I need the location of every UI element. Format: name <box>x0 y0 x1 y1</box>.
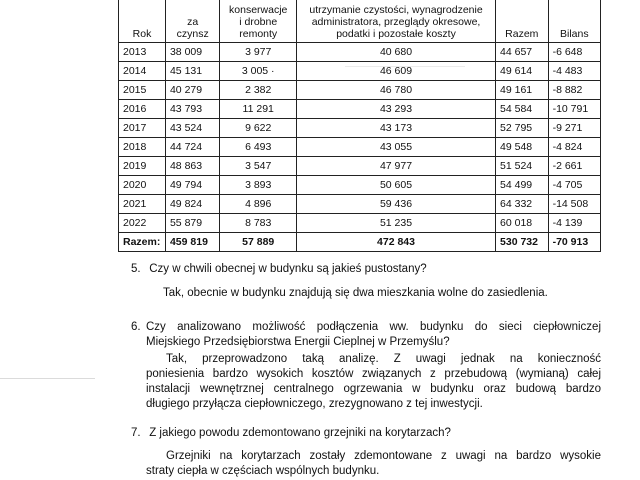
answer-line-1: Grzejniki na korytarzach zostały zdemontowane z uwagi na bardzo wysokie <box>166 450 601 462</box>
cell-admin: 46 780 <box>297 81 496 100</box>
cell-balance: -2 661 <box>548 157 600 176</box>
cell-rent: 38 009 <box>165 43 219 62</box>
cell-admin: 43 173 <box>297 119 496 138</box>
cell-maintenance: 3 547 <box>220 157 297 176</box>
cell-balance: -4 824 <box>548 138 600 157</box>
cell-year: 2014 <box>119 62 166 81</box>
table-row <box>119 119 601 138</box>
cell-rent: 49 794 <box>165 176 219 195</box>
cell-maintenance: 2 382 <box>220 81 297 100</box>
cell-maintenance: 4 896 <box>220 195 297 214</box>
header-total: Razem <box>496 0 549 43</box>
cell-total: 49 548 <box>496 138 549 157</box>
cell-balance: -6 648 <box>548 43 600 62</box>
cell-year: 2019 <box>119 157 166 176</box>
cell-year: 2016 <box>119 100 166 119</box>
cell-admin: 50 605 <box>297 176 496 195</box>
cell-maintenance: 9 622 <box>220 119 297 138</box>
cell-maintenance: 8 783 <box>220 214 297 233</box>
cell-rent: 43 793 <box>165 100 219 119</box>
cell-total: 54 499 <box>496 176 549 195</box>
header-admin-costs: utrzymanie czystości, wynagrodzenie administratora, przeglądy okresowe, podatki i pozostałe koszty <box>297 0 496 43</box>
question-6 <box>131 320 601 350</box>
cell-admin: 40 680 <box>297 43 496 62</box>
answer-line-4: długiego przyłącza ciepłowniczego, zrezygnowano z tej inwestycji. <box>146 398 483 410</box>
cell-maintenance: 3 893 <box>220 176 297 195</box>
answer-line-2: straty ciepła w częściach wspólnych budynku. <box>146 465 380 477</box>
header-maintenance: konserwacje i drobne remonty <box>220 0 297 43</box>
total-total: 530 732 <box>496 233 549 252</box>
answer-line-3: instalacji wewnętrznej centralnego ogrzewania w budynku oraz budową bardzo <box>146 383 601 395</box>
cell-year: 2015 <box>119 81 166 100</box>
question-5 <box>131 262 427 277</box>
cell-maintenance: 3 005 · <box>220 62 297 81</box>
cell-balance: -4 483 <box>548 62 600 81</box>
cell-rent: 40 279 <box>165 81 219 100</box>
cell-total: 44 657 <box>496 43 549 62</box>
cell-maintenance: 6 493 <box>220 138 297 157</box>
cell-balance: -4 705 <box>548 176 600 195</box>
scan-artifact <box>0 378 95 379</box>
header-balance: Bilans <box>548 0 600 43</box>
cell-year: 2022 <box>119 214 166 233</box>
cell-rent: 55 879 <box>165 214 219 233</box>
table-header-row <box>119 0 601 43</box>
cell-total: 60 018 <box>496 214 549 233</box>
answer-5: Tak, obecnie w budynku znajdują się dwa mieszkania wolne do zasiedlenia. <box>163 287 548 299</box>
total-admin: 472 843 <box>297 233 496 252</box>
cell-admin: 47 977 <box>297 157 496 176</box>
cell-total: 52 795 <box>496 119 549 138</box>
table-row <box>119 81 601 100</box>
header-year: Rok <box>119 0 166 43</box>
table-row <box>119 138 601 157</box>
cell-rent: 43 524 <box>165 119 219 138</box>
question-number: 5. <box>131 263 141 275</box>
table-row <box>119 100 601 119</box>
question-text-line-2: Miejskiego Przedsiębiorstwa Energii Cieplnej w Przemyślu? <box>146 336 450 348</box>
question-number: 6. <box>131 321 141 333</box>
total-year: Razem: <box>119 233 166 252</box>
cell-year: 2020 <box>119 176 166 195</box>
cell-rent: 44 724 <box>165 138 219 157</box>
cell-maintenance: 3 977 <box>220 43 297 62</box>
question-text: Czy w chwili obecnej w budynku są jakieś pustostany? <box>149 263 427 275</box>
header-rent: za czynsz <box>165 0 219 43</box>
cell-admin: 59 436 <box>297 195 496 214</box>
cell-total: 49 614 <box>496 62 549 81</box>
question-text-line-1: Czy analizowano możliwość podłączenia ww. budynku do sieci ciepłowniczej <box>146 321 601 333</box>
cell-admin: 43 293 <box>297 100 496 119</box>
answer-6 <box>146 352 601 412</box>
answer-line-1: Tak, przeprowadzono taką analizę. Z uwagi jednak na konieczność <box>166 353 601 365</box>
cell-rent: 49 824 <box>165 195 219 214</box>
table-row <box>119 157 601 176</box>
total-rent: 459 819 <box>165 233 219 252</box>
table-row <box>119 176 601 195</box>
finance-table <box>118 0 601 252</box>
cell-admin: 46 609 <box>297 62 496 81</box>
cell-balance: -9 271 <box>548 119 600 138</box>
cell-year: 2021 <box>119 195 166 214</box>
cell-year: 2018 <box>119 138 166 157</box>
scan-artifact <box>345 66 465 67</box>
cell-year: 2017 <box>119 119 166 138</box>
cell-admin: 51 235 <box>297 214 496 233</box>
answer-7 <box>146 449 601 479</box>
question-text: Z jakiego powodu zdemontowano grzejniki na korytarzach? <box>149 427 451 439</box>
table-row <box>119 214 601 233</box>
question-number: 7. <box>131 427 141 439</box>
cell-total: 64 332 <box>496 195 549 214</box>
question-7 <box>131 426 451 441</box>
cell-balance: -4 139 <box>548 214 600 233</box>
cell-maintenance: 11 291 <box>220 100 297 119</box>
total-balance: -70 913 <box>548 233 600 252</box>
answer-line-2: poniesienia bardzo wysokich kosztów związanych z przebudową (wymianą) całej <box>146 368 601 380</box>
cell-total: 49 161 <box>496 81 549 100</box>
cell-admin: 43 055 <box>297 138 496 157</box>
cell-year: 2013 <box>119 43 166 62</box>
cell-total: 54 584 <box>496 100 549 119</box>
cell-rent: 45 131 <box>165 62 219 81</box>
total-maintenance: 57 889 <box>220 233 297 252</box>
table-row <box>119 62 601 81</box>
cell-balance: -8 882 <box>548 81 600 100</box>
table-row <box>119 43 601 62</box>
table-row <box>119 195 601 214</box>
cell-balance: -14 508 <box>548 195 600 214</box>
cell-balance: -10 791 <box>548 100 600 119</box>
cell-total: 51 524 <box>496 157 549 176</box>
totals-row <box>119 233 601 252</box>
cell-rent: 48 863 <box>165 157 219 176</box>
